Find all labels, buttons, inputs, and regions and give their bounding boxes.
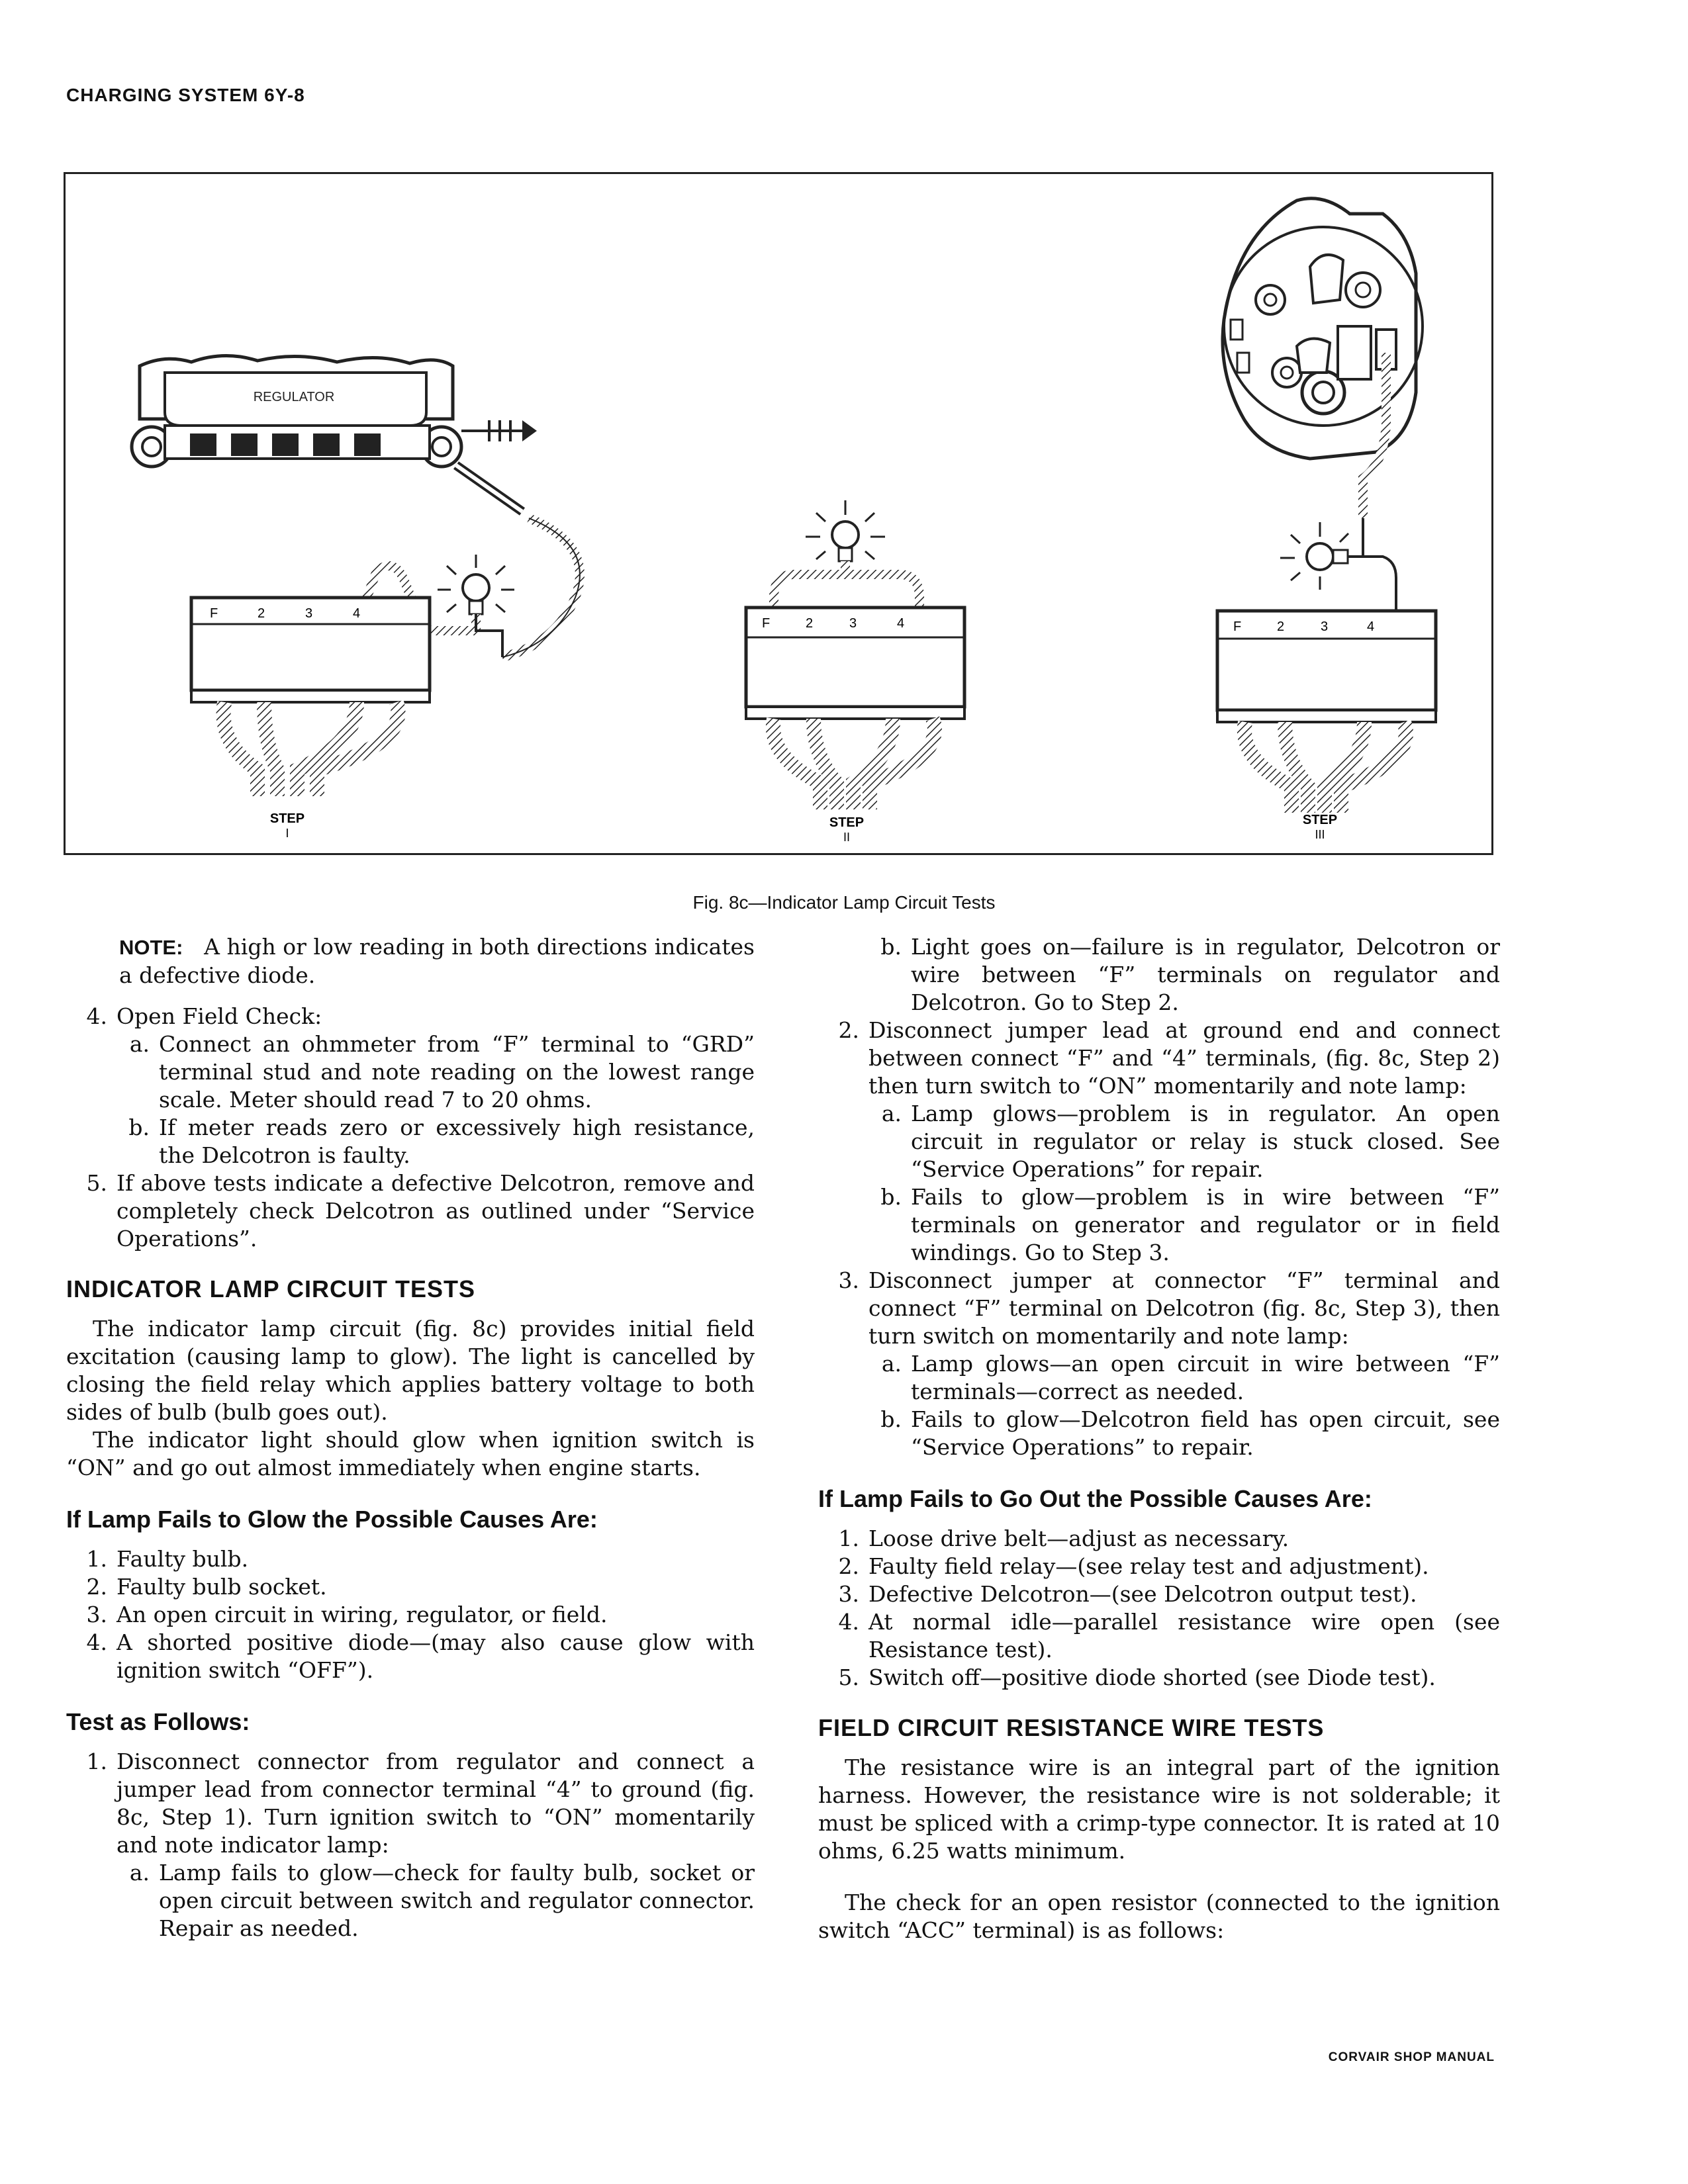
list-item: 4. Open Field Check: <box>86 1003 322 1029</box>
list-item: 3. Defective Delcotron—(see Delcotron output test). <box>838 1581 1417 1607</box>
delcotron-generator <box>1223 199 1423 459</box>
left-column <box>66 933 755 1942</box>
list-item: 1. Loose drive belt—adjust as necessary. <box>838 1525 1289 1551</box>
step-3-number: III <box>1315 828 1325 841</box>
subsection-heading-fails-to-glow: If Lamp Fails to Glow the Possible Causes Are: <box>66 1506 598 1533</box>
list-item: 4. A shorted positive diode—(may also cause glow with ignition switch “OFF”). <box>86 1629 755 1683</box>
list-subitem: b. Light goes on—failure is in regulator, Delcotron or wire between “F” terminals on regulator and Delcotron. Go to Step 2. <box>880 934 1500 1015</box>
list-item: 5. Switch off—positive diode shorted (see Diode test). <box>838 1664 1436 1690</box>
list-item: 4. At normal idle—parallel resistance wire open (see Resistance test). <box>838 1609 1500 1662</box>
section-heading-field-circuit: FIELD CIRCUIT RESISTANCE WIRE TESTS <box>818 1714 1325 1741</box>
step-3-label: STEP <box>1302 813 1338 827</box>
step-3-diagram <box>1217 199 1436 841</box>
terminal-4: 4 <box>1367 619 1375 634</box>
terminal-2: 2 <box>806 616 814 631</box>
subsection-heading-test-as-follows: Test as Follows: <box>66 1708 250 1735</box>
step-1-label: STEP <box>269 811 305 826</box>
regulator-label: REGULATOR <box>253 390 335 404</box>
terminal-4: 4 <box>897 616 905 631</box>
paragraph: The resistance wire is an integral part of the ignition harness. However, the resistance wire is not solderable; it must be spliced with a crimp-type connector. It is rated at 10 ohms, 6.25 watts minimum. <box>818 1754 1500 1864</box>
paragraph: The check for an open resistor (connected to the ignition switch “ACC” terminal) is as follows: <box>818 1889 1500 1943</box>
list-subitem: a. Connect an ohmmeter from “F” terminal to “GRD” terminal stud and note reading on the lowest range scale. Meter should read 7 to 20 ohms. <box>129 1031 755 1113</box>
list-item: 1. Disconnect connector from regulator and connect a jumper lead from connector terminal “4” to ground (fig. 8c, Step 1). Turn ignition switch to “ON” momentarily and note indicator lamp: <box>86 1749 755 1858</box>
list-item: 1. Faulty bulb. <box>86 1546 249 1572</box>
figure-indicator-lamp-circuit <box>64 172 1493 855</box>
note-paragraph <box>66 933 755 989</box>
indicator-bulb-step-3 <box>1280 522 1348 590</box>
indicator-bulb-step-1 <box>438 555 514 614</box>
page-header: CHARGING SYSTEM 6Y-8 <box>66 85 305 105</box>
step-2-number: II <box>843 831 851 844</box>
list-subitem: a. Lamp glows—problem is in regulator. An open circuit in regulator or relay is stuck closed. See “Service Operations” for repair. <box>881 1101 1500 1182</box>
list-item: 2. Faulty bulb socket. <box>86 1574 327 1600</box>
list-subitem: a. Lamp glows—an open circuit in wire between “F” terminals—correct as needed. <box>881 1351 1500 1404</box>
circuit-diagram <box>66 174 1491 853</box>
step-2-diagram <box>746 500 964 844</box>
page-footer: CORVAIR SHOP MANUAL <box>1328 2050 1495 2064</box>
indicator-bulb-step-2 <box>806 500 885 561</box>
list-item: 5. If above tests indicate a defective Delcotron, remove and completely check Delcotron as outlined under “Service Operations”. <box>86 1170 755 1251</box>
list-item: 2. Faulty field relay—(see relay test and adjustment). <box>838 1553 1429 1579</box>
list-item: 3. An open circuit in wiring, regulator, or field. <box>86 1602 608 1627</box>
terminal-3: 3 <box>849 616 857 631</box>
step-1-diagram <box>132 355 580 840</box>
section-heading-indicator-lamp: INDICATOR LAMP CIRCUIT TESTS <box>66 1275 476 1302</box>
paragraph: The indicator light should glow when ignition switch is “ON” and go out almost immediately when engine starts. <box>66 1427 755 1480</box>
list-subitem: b. If meter reads zero or excessively high resistance, the Delcotron is faulty. <box>128 1115 755 1168</box>
subsection-heading-fails-to-go-out: If Lamp Fails to Go Out the Possible Causes Are: <box>818 1485 1372 1512</box>
terminal-4: 4 <box>353 606 361 621</box>
list-item: 3. Disconnect jumper at connector “F” terminal and connect “F” terminal on Delcotron (fig. 8c, Step 3), then turn switch on momentarily and note lamp: <box>838 1267 1500 1349</box>
right-column <box>818 933 1500 1944</box>
note-label: NOTE: <box>119 936 183 959</box>
list-subitem: b. Fails to glow—problem is in wire between “F” terminals on generator and regulator or in field windings. Go to Step 3. <box>880 1184 1500 1265</box>
list-subitem: b. Fails to glow—Delcotron field has open circuit, see “Service Operations” to repair. <box>880 1406 1500 1460</box>
step-2-label: STEP <box>829 815 865 830</box>
terminal-f: F <box>762 616 771 631</box>
terminal-2: 2 <box>258 606 265 621</box>
paragraph: The indicator lamp circuit (fig. 8c) provides initial field excitation (causing lamp to glow). The light is cancelled by closing the field relay which applies battery voltage to both sides of bulb (bulb goes out). <box>66 1316 755 1425</box>
terminal-f: F <box>210 606 218 621</box>
terminal-f: F <box>1233 619 1242 634</box>
figure-caption: Fig. 8c—Indicator Lamp Circuit Tests <box>692 892 996 913</box>
terminal-3: 3 <box>305 606 313 621</box>
list-item: 2. Disconnect jumper lead at ground end and connect between connect “F” and “4” terminals, (fig. 8c, Step 2) then turn switch to “ON” momentarily and note lamp: <box>838 1017 1500 1099</box>
list-subitem: a. Lamp fails to glow—check for faulty bulb, socket or open circuit between switch and regulator connector. Repair as needed. <box>129 1860 755 1941</box>
note-text: A high or low reading in both directions indicates a defective diode. <box>119 934 755 988</box>
terminal-2: 2 <box>1277 619 1285 634</box>
step-1-number: I <box>285 827 289 840</box>
terminal-3: 3 <box>1321 619 1329 634</box>
